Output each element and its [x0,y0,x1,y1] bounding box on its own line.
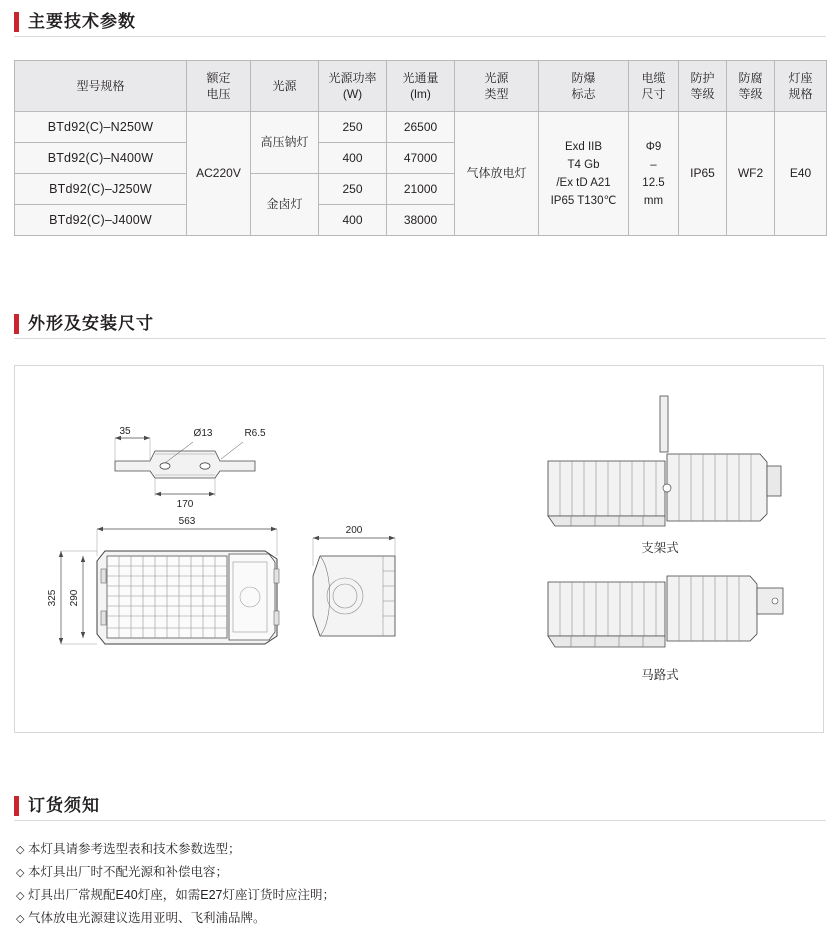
diamond-icon: ◇ [16,913,25,925]
accent-bar [14,796,19,816]
section-header-specs [14,10,826,40]
divider [14,36,826,37]
table-row [15,112,827,143]
label-290: 290 [69,589,80,607]
col-header-socket: 灯座 规格 [775,61,827,112]
section-title-order: 订货须知 [28,796,100,815]
dimension-drawing-panel [14,365,824,733]
cell-voltage: AC220V [187,112,251,236]
accent-bar [14,314,19,334]
col-header-exmark: 防爆 标志 [539,61,629,112]
section-title-dimensions: 外形及安装尺寸 [28,314,154,333]
divider [14,338,826,339]
cell-power: 400 [319,205,387,236]
label-325: 325 [47,589,58,607]
list-item [16,907,816,930]
cell-model: BTd92(C)–N400W [15,143,187,174]
col-header-corrosion: 防腐 等级 [727,61,775,112]
cell-socket: E40 [775,112,827,236]
spec-table-container [14,60,826,236]
cell-model: BTd92(C)–J250W [15,174,187,205]
note-text: 气体放电光源建议选用亚明、飞利浦品牌。 [28,911,266,925]
col-header-flux: 光通量 (lm) [387,61,455,112]
luminaire-top-view [59,527,279,644]
cell-flux: 38000 [387,205,455,236]
cell-model: BTd92(C)–J400W [15,205,187,236]
cell-source-halide: 金卤灯 [251,174,319,236]
note-text: 灯具出厂常规配E40灯座，如需E27灯座订货时应注明； [28,888,335,902]
label-170: 170 [176,499,194,510]
list-item [16,861,816,884]
cell-flux: 47000 [387,143,455,174]
cell-source-sodium: 高压钠灯 [251,112,319,174]
cell-ex-mark: Exd IIB T4 Gb /Ex tD A21 IP65 T130℃ [539,112,629,236]
bracket-mounted-view [548,396,781,526]
label-dia13: Ø13 [193,428,213,439]
list-item [16,884,816,907]
cell-source-type: 气体放电灯 [455,112,539,236]
cell-ip-rating: IP65 [679,112,727,236]
col-header-model: 型号规格 [15,61,187,112]
cell-flux: 26500 [387,112,455,143]
col-header-sourcetype: 光源 类型 [455,61,539,112]
diamond-icon: ◇ [16,844,25,856]
cell-cable-size: Φ9 – 12.5 mm [629,112,679,236]
cell-power: 250 [319,174,387,205]
diamond-icon: ◇ [16,867,25,879]
table-header-row [15,61,827,112]
dimension-drawings [15,366,823,732]
divider [14,820,826,821]
order-notes-list [16,838,816,930]
label-563: 563 [178,516,196,527]
cell-corrosion-rating: WF2 [727,112,775,236]
section-title-specs: 主要技术参数 [28,12,136,31]
spec-table-head [15,61,827,112]
col-header-lightsource: 光源 [251,61,319,112]
label-bracket-type: 支架式 [641,541,679,555]
col-header-cable: 电缆 尺寸 [629,61,679,112]
bracket-plate-detail [115,436,255,496]
accent-bar [14,12,19,32]
col-header-power: 光源功率 (W) [319,61,387,112]
note-text: 本灯具请参考选型表和技术参数选型； [28,842,241,856]
section-header-dimensions [14,312,826,342]
note-text: 本灯具出厂时不配光源和补偿电容； [28,865,229,879]
label-r65: R6.5 [244,428,266,439]
cell-model: BTd92(C)–N250W [15,112,187,143]
cell-flux: 21000 [387,174,455,205]
luminaire-side-view [313,536,395,636]
spec-table-body [15,112,827,236]
diamond-icon: ◇ [16,890,25,902]
label-200: 200 [345,525,363,536]
cell-power: 250 [319,112,387,143]
label-road-type: 马路式 [641,668,679,682]
cell-power: 400 [319,143,387,174]
road-mounted-view [548,576,783,647]
list-item [16,838,816,861]
spec-table [14,60,827,236]
col-header-ip: 防护 等级 [679,61,727,112]
section-header-order [14,794,826,824]
label-35: 35 [119,426,131,437]
col-header-voltage: 额定 电压 [187,61,251,112]
